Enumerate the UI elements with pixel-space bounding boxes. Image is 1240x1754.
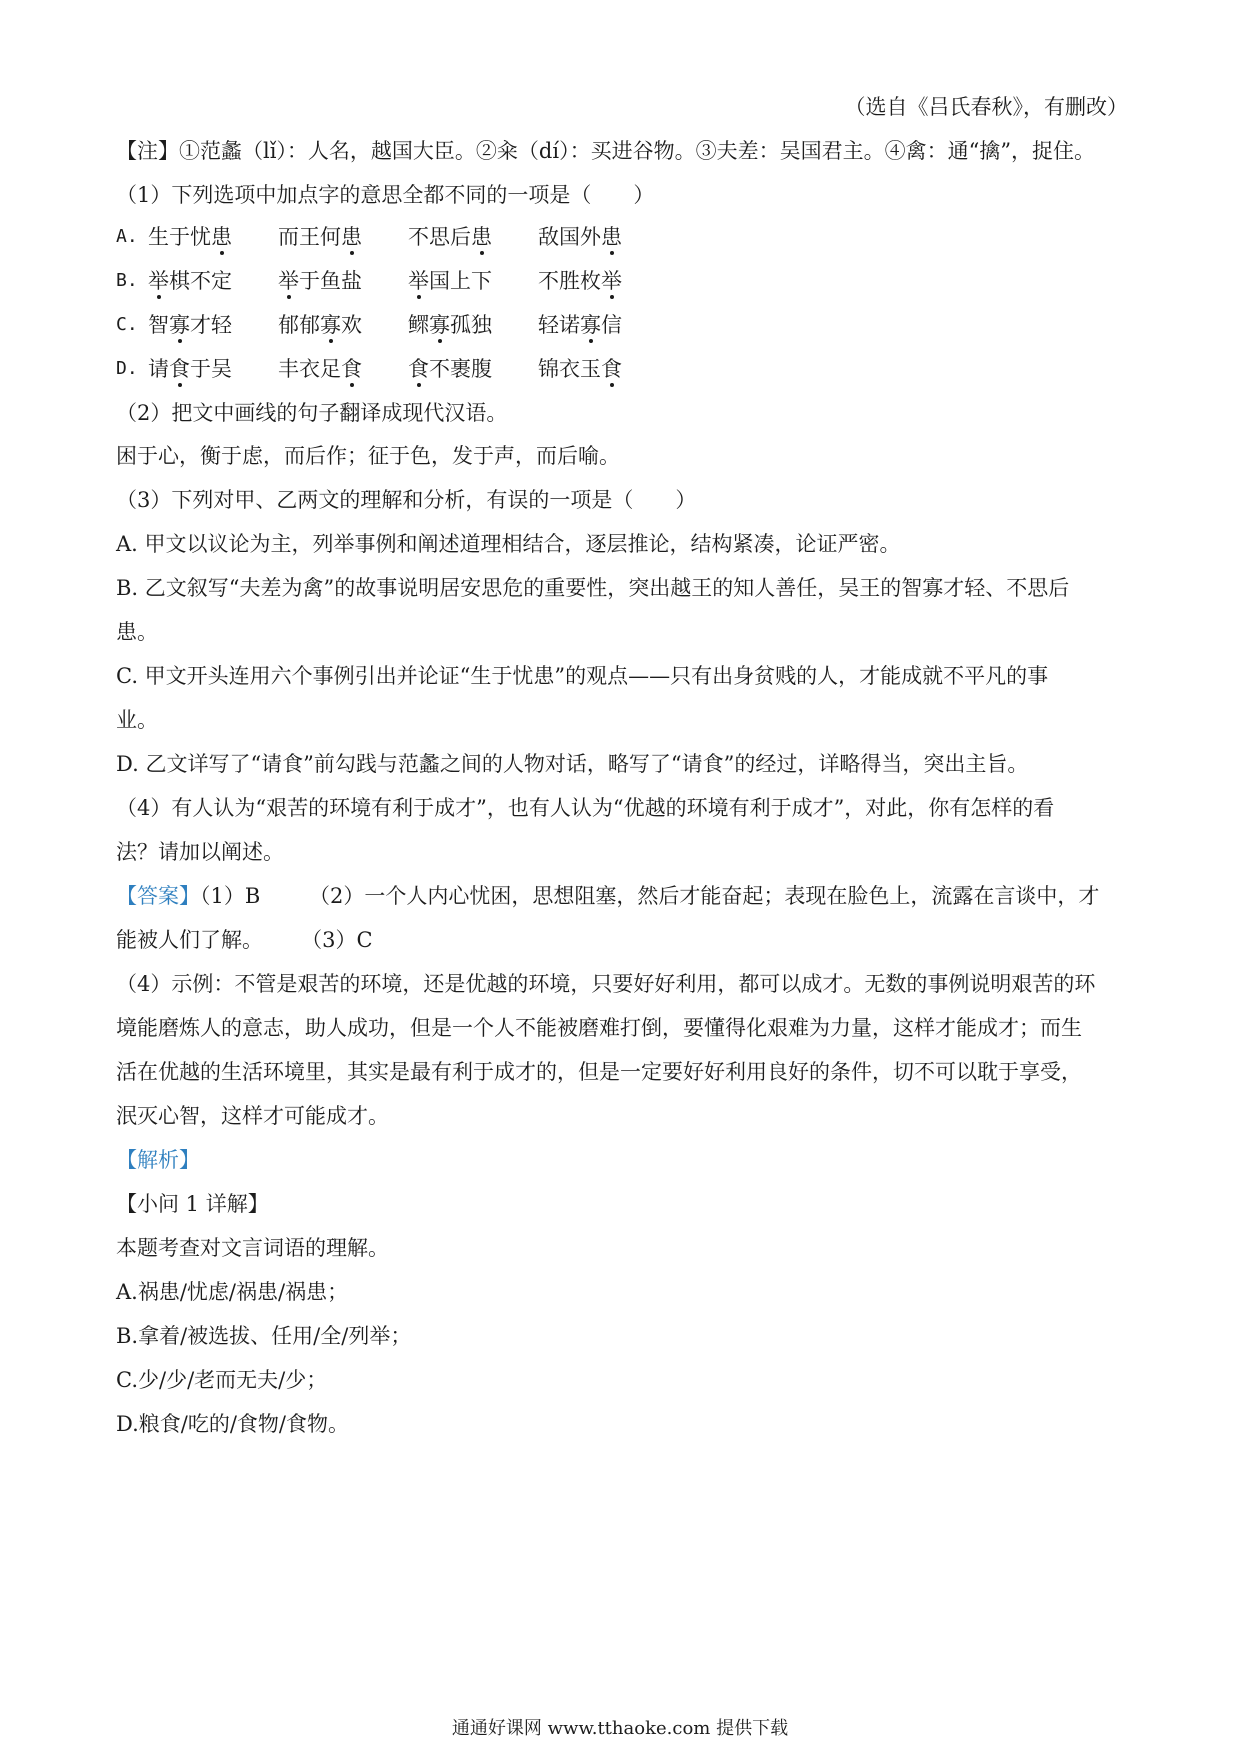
phrase-part: 不裹腹: [429, 357, 492, 381]
question-1-stem: （1）下列选项中加点字的意思全都不同的一项是（ ）: [116, 183, 655, 207]
option-phrase: [408, 266, 492, 296]
analysis-item-b: B.拿着/被选拔、任用/全/列举；: [116, 1324, 412, 1348]
emphasized-character: 举: [148, 269, 169, 293]
analysis-intro: 本题考查对文言词语的理解。: [116, 1236, 389, 1260]
page-footer: 通通好课网 www.tthaoke.com 提供下载: [451, 1718, 789, 1739]
option-phrase: [538, 354, 622, 384]
emphasized-character: 患: [601, 225, 622, 249]
emphasized-character: 寡: [320, 313, 341, 337]
question-3-stem: （3）下列对甲、乙两文的理解和分析，有误的一项是（ ）: [116, 488, 697, 512]
phrase-part: 欢: [341, 313, 362, 337]
option-phrase: [538, 222, 622, 252]
option-phrase: [148, 354, 232, 384]
phrase-part: 孤独: [450, 313, 492, 337]
answer-q4-line-4: 泯灭心智，这样才可能成才。: [116, 1104, 389, 1128]
phrase-part: 国上下: [429, 269, 492, 293]
emphasized-character: 寡: [580, 313, 601, 337]
phrase-part: 棋不定: [169, 269, 232, 293]
annotation-note: 【注】①范蠡（lǐ）：人名，越国大臣。②籴（dí）：买进谷物。③夫差：吴国君主。④禽：通“擒”，捉住。: [116, 139, 1096, 163]
emphasized-character: 患: [341, 225, 362, 249]
question-3-option-a: A. 甲文以议论为主，列举事例和阐述道理相结合，逐层推论，结构紧凑，论证严密。: [116, 532, 901, 556]
phrase-part: 锦衣玉: [538, 357, 601, 381]
phrase-part: 不思后: [408, 225, 471, 249]
option-phrase: [148, 310, 232, 340]
emphasized-character: 患: [471, 225, 492, 249]
question-4-stem: （4）有人认为“艰苦的环境有利于成才”，也有人认为“优越的环境有利于成才”，对此，你有怎样的看: [116, 796, 1055, 820]
phrase-part: 丰衣足: [278, 357, 341, 381]
phrase-part: 而王何: [278, 225, 341, 249]
phrase-part: 于吴: [190, 357, 232, 381]
answer-q4-line-3: 活在优越的生活环境里，其实是最有利于成才的，但是一定要好好利用良好的条件，切不可以耽于享受，: [116, 1060, 1082, 1084]
question-3-option-b: B. 乙文叙写“夫差为禽”的故事说明居安思危的重要性，突出越王的知人善任，吴王的智寡才轻、不思后: [116, 576, 1070, 600]
question-2-stem: （2）把文中画线的句子翻译成现代汉语。: [116, 401, 508, 425]
phrase-part: 信: [601, 313, 622, 337]
option-phrase: [538, 266, 622, 296]
emphasized-character: 寡: [429, 313, 450, 337]
phrase-part: 生于忧: [148, 225, 211, 249]
analysis-item-d: D.粮食/吃的/食物/食物。: [116, 1412, 349, 1436]
phrase-part: 郁郁: [278, 313, 320, 337]
source-citation: （选自《吕氏春秋》，有删改）: [844, 95, 1128, 119]
emphasized-character: 食: [341, 357, 362, 381]
phrase-part: 才轻: [190, 313, 232, 337]
phrase-part: 鳏: [408, 313, 429, 337]
answer-line-2: 能被人们了解。 （3）C: [116, 928, 373, 952]
option-phrase: [408, 354, 492, 384]
emphasized-character: 举: [408, 269, 429, 293]
emphasized-character: 食: [408, 357, 429, 381]
question-2-sentence: 困于心，衡于虑，而后作；征于色，发于声，而后喻。: [116, 444, 620, 468]
analysis-item-c: C.少/少/老而无夫/少；: [116, 1368, 328, 1392]
answer-tag: 【答案】: [116, 884, 200, 908]
analysis-subheading: 【小问 1 详解】: [116, 1192, 269, 1216]
answer-q4-line-2: 境能磨炼人的意志，助人成功，但是一个人不能被磨难打倒，要懂得化艰难为力量，这样才能成才；而生: [116, 1016, 1082, 1040]
phrase-part: 请: [148, 357, 169, 381]
option-phrase: [278, 354, 362, 384]
phrase-part: 不胜枚: [538, 269, 601, 293]
question-3-option-b-cont: 患。: [116, 620, 158, 644]
emphasized-character: 寡: [169, 313, 190, 337]
answer-q4-line-1: （4）示例：不管是艰苦的环境，还是优越的环境，只要好好利用，都可以成才。无数的事例说明艰苦的环: [116, 972, 1096, 996]
answer-line-1: [116, 881, 1128, 911]
emphasized-character: 食: [601, 357, 622, 381]
question-3-option-c: C. 甲文开头连用六个事例引出并论证“生于忧患”的观点——只有出身贫贱的人，才能成就不平凡的事: [116, 664, 1049, 688]
option-label: B.: [116, 270, 138, 291]
option-label: D.: [116, 358, 138, 379]
option-phrase: [278, 222, 362, 252]
option-label: C.: [116, 314, 138, 335]
phrase-part: 智: [148, 313, 169, 337]
phrase-part: 轻诺: [538, 313, 580, 337]
option-phrase: [278, 310, 362, 340]
emphasized-character: 患: [211, 225, 232, 249]
analysis-tag: 【解析】: [116, 1148, 200, 1172]
option-phrase: [278, 266, 362, 296]
answer-text: （1）B （2）一个人内心忧困，思想阻塞，然后才能奋起；表现在脸色上，流露在言谈中，才: [200, 884, 1100, 908]
option-label: A.: [116, 226, 138, 247]
emphasized-character: 食: [169, 357, 190, 381]
analysis-item-a: A.祸患/忧虑/祸患/祸患；: [116, 1280, 349, 1304]
question-3-option-c-cont: 业。: [116, 708, 158, 732]
emphasized-character: 举: [278, 269, 299, 293]
option-phrase: [148, 266, 232, 296]
option-phrase: [408, 310, 492, 340]
phrase-part: 敌国外: [538, 225, 601, 249]
option-phrase: [408, 222, 492, 252]
emphasized-character: 举: [601, 269, 622, 293]
option-phrase: [148, 222, 232, 252]
phrase-part: 于鱼盐: [299, 269, 362, 293]
question-4-stem-cont: 法？请加以阐述。: [116, 840, 284, 864]
option-phrase: [538, 310, 622, 340]
question-3-option-d: D. 乙文详写了“请食”前勾践与范蠡之间的人物对话，略写了“请食”的经过，详略得当，突出主旨。: [116, 752, 1029, 776]
